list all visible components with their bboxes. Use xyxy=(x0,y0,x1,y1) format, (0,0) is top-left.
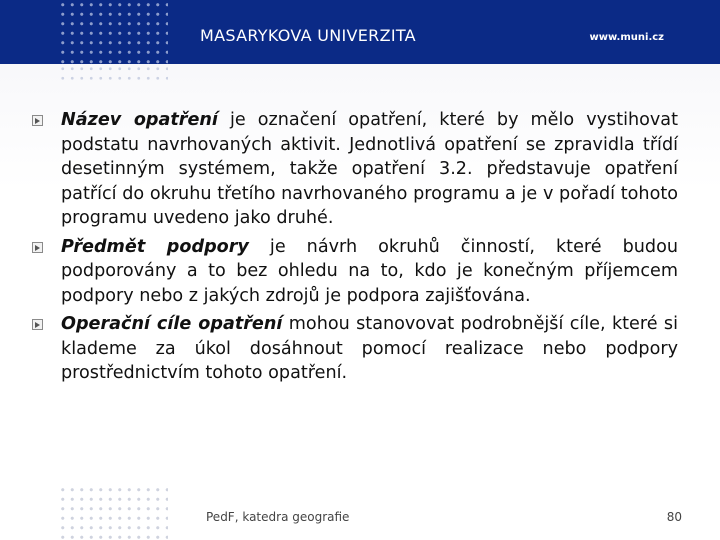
university-name: MASARYKOVA UNIVERZITA xyxy=(200,26,416,45)
bullet-item-3 xyxy=(32,312,678,386)
bullet-term: Předmět podpory xyxy=(61,236,249,257)
logo-dot-pattern xyxy=(58,0,168,64)
slide-content xyxy=(32,108,678,390)
bullet-text: mohou stanovovat podrobnější cíle, které si klademe za úkol dosáhnout pomocí realizace nebo podpory prostřednictvím tohoto opatření. xyxy=(61,314,678,383)
bullet-arrow-icon xyxy=(32,115,43,126)
bullet-arrow-icon xyxy=(32,242,43,253)
bullet-term: Název opatření xyxy=(61,110,218,130)
bullet-text: je návrh okruhů činností, které budou podporovány a to bez ohledu na to, kdo je konečným příjemcem podpory nebo z jakých zdrojů je podpora zajišťována. xyxy=(61,236,678,306)
footer-dot-pattern xyxy=(58,485,168,540)
bullet-term: Operační cíle opatření xyxy=(61,314,283,334)
header-bar xyxy=(0,0,720,64)
bullet-arrow-icon xyxy=(32,319,43,330)
bullet-item-2 xyxy=(32,235,678,309)
bullet-item-1 xyxy=(32,108,678,231)
bullet-text: je označení opatření, které by mělo vystihovat podstatu navrhovaných aktivit. Jednotlivá opatření se zpravidla třídí desetinným systémem, takže opatření 3.2. představuje opatření patřící do okruhu třetího navrhovaného programu a je v pořadí tohoto programu uvedeno jako druhé. xyxy=(61,110,678,228)
website-url: www.muni.cz xyxy=(589,32,664,43)
footer-text: PedF, katedra geografie xyxy=(206,510,350,524)
dot-pattern-below-header xyxy=(58,64,168,80)
page-number: 80 xyxy=(666,510,682,524)
